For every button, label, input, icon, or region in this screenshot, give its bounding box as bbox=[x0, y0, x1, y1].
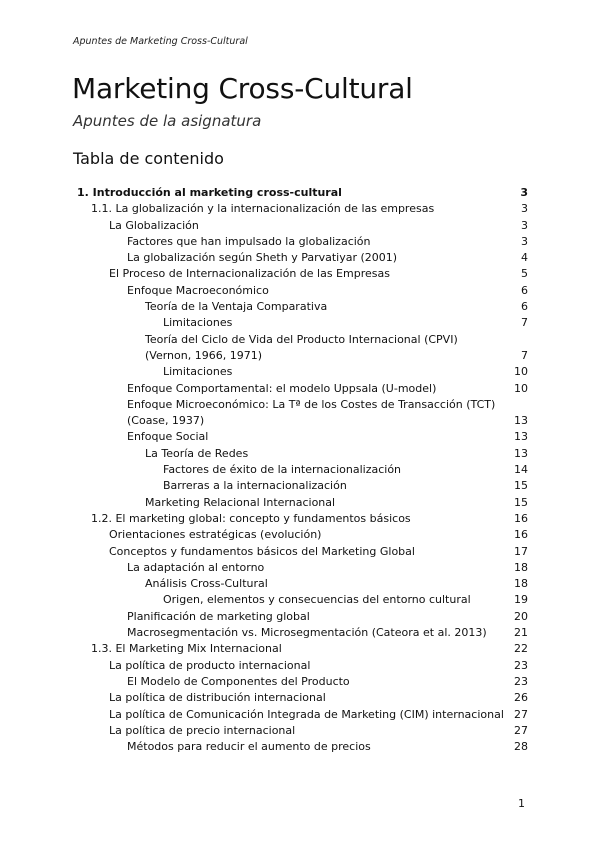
toc-entry-title: Enfoque Comportamental: el modelo Uppsala (U-model) bbox=[127, 381, 437, 395]
page-number: 1 bbox=[518, 797, 525, 810]
toc-entry[interactable] bbox=[73, 544, 528, 560]
toc-entry-page: 28 bbox=[514, 740, 528, 754]
toc-entry-title: La globalización según Sheth y Parvatiyar (2001) bbox=[127, 251, 398, 265]
toc-entry[interactable] bbox=[73, 609, 528, 625]
toc-entry-page: 27 bbox=[514, 707, 528, 721]
toc-entry-page: 27 bbox=[514, 723, 528, 737]
toc-entry-title: Análisis Cross-Cultural bbox=[145, 577, 268, 591]
toc-entry-title: La política de precio internacional bbox=[109, 723, 296, 737]
toc-entry[interactable] bbox=[73, 185, 528, 201]
toc-entry-page: 18 bbox=[514, 560, 528, 574]
toc-entry[interactable] bbox=[73, 576, 528, 592]
toc-entry[interactable] bbox=[73, 381, 528, 397]
toc-entry-title: La Teoría de Redes bbox=[145, 446, 249, 460]
toc-entry-page: 14 bbox=[514, 463, 528, 477]
toc-entry-page: 21 bbox=[514, 626, 528, 640]
toc-entry-page: 23 bbox=[514, 674, 528, 688]
toc-entry-title: Macrosegmentación vs. Microsegmentación (Cateora et al. 2013) bbox=[127, 626, 487, 640]
toc-entry-title: Limitaciones bbox=[163, 365, 233, 379]
toc-entry[interactable] bbox=[73, 446, 528, 462]
toc-entry-title: El Modelo de Componentes del Producto bbox=[127, 674, 350, 688]
toc-entry-title: Planificación de marketing global bbox=[127, 609, 310, 623]
toc-entry[interactable] bbox=[73, 707, 528, 723]
toc-entry[interactable] bbox=[73, 690, 528, 706]
toc-entry[interactable] bbox=[73, 641, 528, 657]
toc-entry-title: La política de producto internacional bbox=[109, 658, 311, 672]
toc-entry-page: 4 bbox=[521, 251, 528, 265]
toc-entry-page: 3 bbox=[521, 202, 528, 216]
toc-entry-page: 17 bbox=[514, 544, 528, 558]
running-header: Apuntes de Marketing Cross-Cultural bbox=[73, 36, 248, 47]
toc-entry[interactable] bbox=[73, 560, 528, 576]
toc-entry[interactable] bbox=[73, 364, 528, 380]
toc-entry-title: Barreras a la internacionalización bbox=[163, 479, 347, 493]
toc-entry[interactable] bbox=[73, 674, 528, 690]
toc-entry-title: Limitaciones bbox=[163, 316, 233, 330]
toc-entry[interactable] bbox=[73, 315, 528, 331]
toc-entry[interactable] bbox=[73, 739, 528, 755]
toc-entry-page: 10 bbox=[514, 381, 528, 395]
toc-entry[interactable] bbox=[73, 495, 528, 511]
toc-entry[interactable] bbox=[73, 201, 528, 217]
toc-entry-page: 20 bbox=[514, 609, 528, 623]
toc-entry[interactable] bbox=[73, 332, 528, 365]
toc-entry[interactable] bbox=[73, 625, 528, 641]
toc-entry[interactable] bbox=[73, 511, 528, 527]
toc-entry-title: El Proceso de Internacionalización de las Empresas bbox=[109, 267, 390, 281]
toc-entry-page: 13 bbox=[514, 446, 528, 460]
toc-entry-page: 7 bbox=[521, 348, 528, 362]
toc-entry-title: 1.3. El Marketing Mix Internacional bbox=[91, 642, 282, 656]
toc-entry-title: Enfoque Social bbox=[127, 430, 209, 444]
toc-entry-title: Marketing Relacional Internacional bbox=[145, 495, 336, 509]
document-subtitle: Apuntes de la asignatura bbox=[73, 112, 262, 130]
toc-entry-page: 6 bbox=[521, 300, 528, 314]
toc-entry[interactable] bbox=[73, 397, 528, 430]
toc-entry-title: Teoría del Ciclo de Vida del Producto Internacional (CPVI) (Vernon, 1966, 1971) bbox=[145, 332, 458, 362]
toc-heading: Tabla de contenido bbox=[73, 149, 224, 168]
toc-entry-title: 1. Introducción al marketing cross-cultural bbox=[77, 186, 342, 199]
toc-entry[interactable] bbox=[73, 299, 528, 315]
toc-entry-page: 5 bbox=[521, 267, 528, 281]
toc-entry-page: 6 bbox=[521, 283, 528, 297]
toc-entry-page: 3 bbox=[521, 218, 528, 232]
toc-entry[interactable] bbox=[73, 283, 528, 299]
toc-entry-title: Orientaciones estratégicas (evolución) bbox=[109, 528, 322, 542]
toc-entry[interactable] bbox=[73, 234, 528, 250]
toc-entry[interactable] bbox=[73, 250, 528, 266]
toc-entry-title: Enfoque Microeconómico: La Tª de los Costes de Transacción (TCT) (Coase, 1937) bbox=[127, 397, 496, 428]
toc-entry-title: Factores de éxito de la internacionalización bbox=[163, 463, 402, 477]
toc-entry[interactable] bbox=[73, 462, 528, 478]
toc-entry-page: 13 bbox=[514, 414, 528, 428]
toc-entry[interactable] bbox=[73, 218, 528, 234]
toc-entry-page: 7 bbox=[521, 316, 528, 330]
toc-entry-page: 26 bbox=[514, 691, 528, 705]
toc-entry-title: Métodos para reducir el aumento de precios bbox=[127, 740, 371, 754]
toc-entry-title: La adaptación al entorno bbox=[127, 560, 265, 574]
toc-entry-title: La política de distribución internacional bbox=[109, 691, 326, 705]
document-title: Marketing Cross-Cultural bbox=[72, 72, 413, 105]
toc-entry-title: Origen, elementos y consecuencias del entorno cultural bbox=[163, 593, 471, 607]
toc-entry-page: 3 bbox=[521, 234, 528, 248]
toc-entry-page: 16 bbox=[514, 511, 528, 525]
toc-entry-title: La política de Comunicación Integrada de Marketing (CIM) internacional bbox=[109, 707, 504, 721]
toc-entry-page: 22 bbox=[514, 642, 528, 656]
toc-entry-title: Enfoque Macroeconómico bbox=[127, 283, 269, 297]
toc-entry[interactable] bbox=[73, 429, 528, 445]
toc-entry-page: 15 bbox=[514, 495, 528, 509]
toc-entry-page: 15 bbox=[514, 479, 528, 493]
toc-entry-page: 10 bbox=[514, 365, 528, 379]
toc-entry-title: La Globalización bbox=[109, 218, 199, 232]
toc-entry[interactable] bbox=[73, 658, 528, 674]
toc-entry-page: 13 bbox=[514, 430, 528, 444]
toc-entry-title: Conceptos y fundamentos básicos del Marketing Global bbox=[109, 544, 415, 558]
toc-entry[interactable] bbox=[73, 478, 528, 494]
toc-entry-page: 18 bbox=[514, 577, 528, 591]
toc-entry-title: Teoría de la Ventaja Comparativa bbox=[145, 300, 328, 314]
toc-entry-title: Factores que han impulsado la globalización bbox=[127, 234, 371, 248]
toc-entry[interactable] bbox=[73, 527, 528, 543]
table-of-contents bbox=[73, 185, 528, 755]
toc-entry-page: 16 bbox=[514, 528, 528, 542]
toc-entry-page: 3 bbox=[520, 186, 528, 199]
toc-entry[interactable] bbox=[73, 592, 528, 608]
toc-entry[interactable] bbox=[73, 266, 528, 282]
toc-entry-title: 1.1. La globalización y la internacionalización de las empresas bbox=[91, 202, 435, 216]
toc-entry-page: 23 bbox=[514, 658, 528, 672]
toc-entry-title: 1.2. El marketing global: concepto y fundamentos básicos bbox=[91, 511, 411, 525]
toc-entry-page: 19 bbox=[514, 593, 528, 607]
toc-entry[interactable] bbox=[73, 723, 528, 739]
